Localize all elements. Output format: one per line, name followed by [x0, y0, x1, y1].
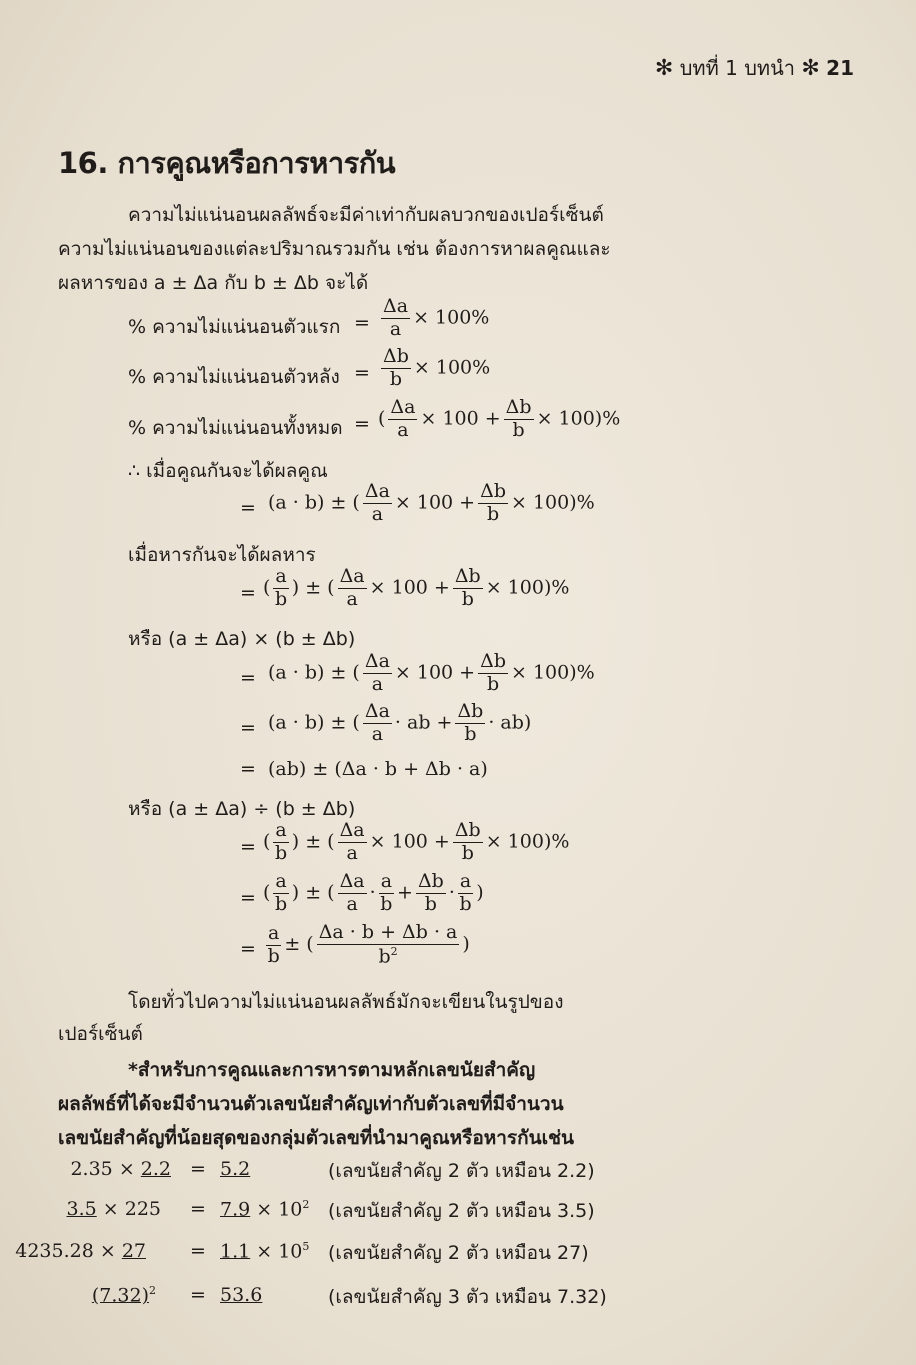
note-line-1: *สำหรับการคูณและการหารตามหลักเลขนัยสำคัญ — [128, 1059, 536, 1081]
example-result: $7.9 \times 10^2$ — [220, 1198, 310, 1221]
section-title: 16. การคูณหรือการหารกัน — [58, 146, 396, 180]
note-line-2: ผลลัพธ์ที่ได้จะมีจำนวนตัวเลขนัยสำคัญเท่ากับตัวเลขที่มีจำนวน — [58, 1093, 564, 1115]
running-header — [655, 52, 854, 84]
example-result: 53.6 — [220, 1284, 263, 1306]
example-result: 5.2 — [220, 1158, 251, 1180]
equals-sign: = — [240, 938, 256, 960]
equals-sign: = — [190, 1240, 206, 1262]
or-multiply-step-2: (a · b) ± ( $\frac{\Delta a}{a}$ · ab + $\frac{\Delta b}{b}$ · ab) — [268, 700, 532, 745]
star-icon: ✻ — [654, 56, 674, 81]
quotient-formula: ( $\frac{a}{b}$ ) ± ( $\frac{\Delta a}{a}$ × 100 + $\frac{\Delta b}{b}$ × 100)% — [263, 565, 570, 610]
general-line-1: โดยทั่วไปความไม่แน่นอนผลลัพธ์มักจะเขียนในรูปของ — [128, 991, 564, 1013]
example-lhs: 2.35 × 2.2 — [70, 1158, 171, 1180]
equals-sign: = — [354, 362, 370, 384]
example-note: (เลขนัยสำคัญ 2 ตัว เหมือน 27) — [328, 1242, 589, 1264]
second-uncertainty-label: % ความไม่แน่นอนตัวหลัง — [128, 366, 340, 388]
equals-sign: = — [240, 582, 256, 604]
intro-line-3: ผลหารของ a ± Δa กับ b ± Δb จะได้ — [58, 272, 369, 294]
star-icon: ✻ — [801, 56, 820, 81]
equals-sign: = — [240, 717, 256, 739]
equals-sign: = — [240, 497, 256, 519]
equals-sign: = — [354, 312, 370, 334]
or-multiply-step-1: (a · b) ± ( $\frac{\Delta a}{a}$ × 100 + $\frac{\Delta b}{b}$ × 100)% — [268, 650, 595, 695]
equals-sign: = — [354, 413, 370, 435]
example-note: (เลขนัยสำคัญ 2 ตัว เหมือน 3.5) — [328, 1200, 595, 1222]
total-uncertainty-label: % ความไม่แน่นอนทั้งหมด — [128, 417, 343, 439]
note-line-3: เลขนัยสำคัญที่น้อยสุดของกลุ่มตัวเลขที่นำมาคูณหรือหารกันเช่น — [58, 1127, 575, 1149]
therefore-icon: ∴ — [128, 460, 141, 482]
intro-line-1: ความไม่แน่นอนผลลัพธ์จะมีค่าเท่ากับผลบวกของเปอร์เซ็นต์ — [128, 204, 604, 226]
or-multiply-step-3: (ab) ± (Δa · b + Δb · a) — [268, 758, 488, 780]
second-uncertainty-formula: $\frac{\Delta b}{b}$ × 100% — [383, 345, 491, 390]
example-lhs: 4235.28 × 27 — [15, 1240, 146, 1262]
example-lhs: $(7.32)^2$ — [91, 1284, 156, 1307]
or-divide-label: หรือ (a ± Δa) ÷ (b ± Δb) — [128, 798, 356, 820]
example-note: (เลขนัยสำคัญ 3 ตัว เหมือน 7.32) — [328, 1286, 607, 1308]
example-lhs: 3.5 × 225 — [66, 1198, 161, 1220]
intro-line-2: ความไม่แน่นอนของแต่ละปริมาณรวมกัน เช่น ต้องการหาผลคูณและ — [58, 238, 611, 260]
equals-sign: = — [240, 758, 256, 780]
equals-sign: = — [190, 1158, 206, 1180]
equals-sign: = — [240, 836, 256, 858]
product-formula: (a · b) ± ( $\frac{\Delta a}{a}$ × 100 + $\frac{\Delta b}{b}$ × 100)% — [268, 480, 595, 525]
total-uncertainty-formula: ( $\frac{\Delta a}{a}$ × 100 + $\frac{\Delta b}{b}$ × 100)% — [378, 396, 621, 441]
equals-sign: = — [240, 887, 256, 909]
or-divide-step-1: ( $\frac{a}{b}$ ) ± ( $\frac{\Delta a}{a}$ × 100 + $\frac{\Delta b}{b}$ × 100)% — [263, 819, 570, 864]
equals-sign: = — [240, 667, 256, 689]
example-note: (เลขนัยสำคัญ 2 ตัว เหมือน 2.2) — [328, 1160, 595, 1182]
chapter-title: บทที่ 1 บทนำ — [679, 56, 795, 80]
or-divide-step-3: $\frac{a}{b}$ ± ( $\frac{\Delta a \cdot b + \Delta b \cdot a}{b^2}$ ) — [267, 921, 470, 968]
examples-list — [0, 1155, 916, 1315]
equals-sign: = — [190, 1284, 206, 1306]
page-number: 21 — [826, 56, 854, 80]
equals-sign: = — [190, 1198, 206, 1220]
general-line-2: เปอร์เซ็นต์ — [58, 1023, 143, 1045]
or-divide-step-2: ( $\frac{a}{b}$ ) ± ( $\frac{\Delta a}{a}$ · $\frac{a}{b}$ + $\frac{\Delta b}{b}$ · $\frac{a}{b}$ ) — [263, 870, 484, 915]
multiply-label: ∴ เมื่อคูณกันจะได้ผลคูณ — [128, 460, 328, 482]
divide-label: เมื่อหารกันจะได้ผลหาร — [128, 544, 316, 566]
example-result: $1.1 \times 10^5$ — [220, 1240, 310, 1263]
first-uncertainty-formula: $\frac{\Delta a}{a}$ × 100% — [383, 295, 490, 340]
or-multiply-label: หรือ (a ± Δa) × (b ± Δb) — [128, 628, 356, 650]
first-uncertainty-label: % ความไม่แน่นอนตัวแรก — [128, 316, 341, 338]
